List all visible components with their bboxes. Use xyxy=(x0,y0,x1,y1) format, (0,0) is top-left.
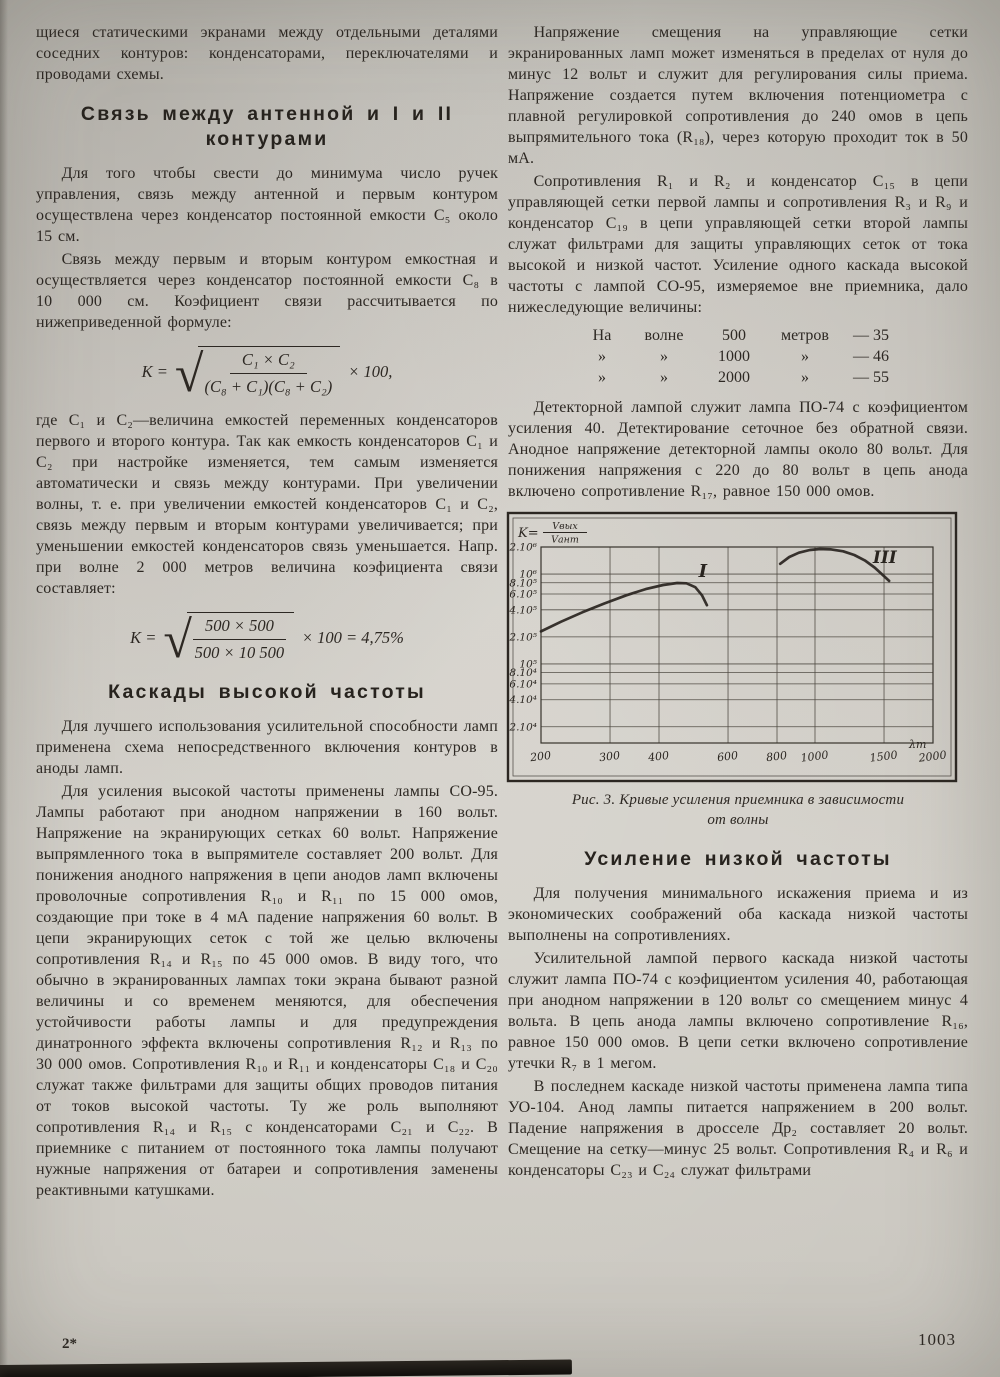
svg-text:4.10⁵: 4.10⁵ xyxy=(509,604,537,617)
caption-line: от волны xyxy=(707,812,769,828)
formula-radicand xyxy=(187,612,294,663)
paragraph: Напряжение смещения на управляющие сетки экранированных ламп может изменяться в пределах от нуля до минус 12 вольт и служит для регулирования силы приема. Напряжение создается путем включения потенциометра с плавной регулировкой сопротивления до 240 омов в цепь выпрямительного тока (R₁₈), через которую проходит ток в 50 мА. xyxy=(508,24,968,167)
paragraph: Для того чтобы свести до минимума число ручек управления, связь между антенной и первым контуром осуществлена через конденсатор постоянной емкости C₅ около 15 см. xyxy=(36,165,498,245)
svg-text:6.10⁴: 6.10⁴ xyxy=(509,678,537,691)
caption-line: Рис. 3. Кривые усиления приемника в зависимости xyxy=(571,792,905,808)
formula-lhs: K = xyxy=(130,627,157,647)
paragraph-continuation: щиеся статическими экранами между отдельными деталями соседних контуров: конденсаторами, переключателями и проводами схемы. xyxy=(36,24,498,83)
paragraph: Для усиления высокой частоты применены лампы CO-95. Лампы работают при анодном напряжении в 160 вольт. Напряжение на экранирующих сетках 60 вольт. Напряжение выпрямленного тока в выпрямителе составляет 200 вольт. Для понижения анодного напряжения в цепи анодов ламп включены проволочные сопротивления R₁₀ и R₁₁ по 15 000 омов, создающие при токе в 4 мА падение напряжения 60 вольт. В цепи экранирующих сеток с той же целью включены сопротивления R₁₄ и R₁₅ по 45 000 омов. В виду того, что обычно в экранированных лампах токи экрана бывают разной величины и со временем меняются, для обеспечения устойчивости работы лампы и для предупреждения динатронного эффекта включены сопротивления R₁₂ и R₁₃ по 30 000 омов. Сопротивления R₁₀ и R₁₁ и конденсаторы C₁₈ и C₂₀ служат также фильтрами для защиты общих проводов питания от токов высокой частоты. Ту же роль выполняют сопротивления R₁₄ и R₁₅ с конденсаторами C₂₁ и C₂₂. В приемнике с питанием от постоянного тока лампы получают нужные напряжения от батареи и сопротивления заменены реактивными катушками. xyxy=(36,783,498,1199)
svg-text:10⁶: 10⁶ xyxy=(519,568,537,581)
heading-line: Каскады высокой частоты xyxy=(108,681,426,703)
gain-curves-chart xyxy=(506,511,958,783)
svg-text:2000: 2000 xyxy=(917,748,948,765)
svg-text:2.10⁶: 2.10⁶ xyxy=(509,541,537,554)
section-heading-antenna-coupling xyxy=(36,102,498,152)
paragraph: В последнем каскаде низкой частоты применена лампа типа УО-104. Анод лампы питается напряжением в 200 вольт. Падение напряжения в дросселе Др₂ составляет 20 вольт. Смещение на сетку—минус 25 вольт. Сопротивления R₄ и R₆ и конденсаторы C₂₃ и C₂₄ служат фильтрами xyxy=(508,1078,968,1179)
heading-line: Связь между антенной и I и II xyxy=(80,103,454,125)
paragraph: Усилительной лампой первого каскада низкой частоты служит лампа ПО-74 с коэфициентом усиления 40, работающая при анодном напряжении в 120 вольт со смещением минус 4 вольта. В цепь анода лампы включено сопротивление R₁₆, равное 150 000 омов. В цепи сетки включено сопротивление утечки R₇ в 1 мегом. xyxy=(508,950,968,1072)
svg-text:III: III xyxy=(872,547,897,568)
coupling-example-formula: K = √ $\frac{500 \times 500}{500 \times 10 500}$ × 100 = 4,75% xyxy=(130,611,404,669)
formula-suffix: × 100, xyxy=(348,361,393,381)
svg-text:1000: 1000 xyxy=(799,748,830,765)
paragraph: Детекторной лампой служит лампа ПО-74 с коэфициентом усиления 40. Детектирование сеточное без обратной связи. Анодное напряжение детекторной лампы около 80 вольт. Для понижения напряжения с 220 до 80 вольт в цепь анода включено сопротивление R₁₇, равное 150 000 омов. xyxy=(508,399,968,500)
svg-text:400: 400 xyxy=(647,748,670,765)
formula-denominator: 500 × 10 500 xyxy=(194,643,285,662)
svg-text:1500: 1500 xyxy=(868,748,899,765)
svg-text:K=: K= xyxy=(518,526,539,541)
svg-text:2.10⁴: 2.10⁴ xyxy=(509,721,537,734)
formula-suffix: × 100 = 4,75% xyxy=(301,627,404,647)
svg-text:800: 800 xyxy=(765,748,788,765)
figure-chart xyxy=(506,511,958,783)
svg-text:600: 600 xyxy=(716,748,739,765)
svg-text:200: 200 xyxy=(529,748,552,765)
right-column xyxy=(508,22,968,1183)
page-number: 1003 xyxy=(918,1330,956,1349)
svg-text:6.10⁵: 6.10⁵ xyxy=(509,588,537,601)
svg-text:I: I xyxy=(698,560,708,582)
gain-table: На волне 500 метров — 35 » » 1000 » — 46 » » 2000 » — 55 xyxy=(592,327,889,386)
formula-denominator: (C₈ + C₁)(C₈ + C₂) xyxy=(204,377,333,396)
svg-text:Vвых: Vвых xyxy=(552,521,578,532)
paragraph: где C₁ и C₂—величина емкостей переменных конденсаторов первого и второго контура. Так как емкость конденсаторов C₁ и C₂ при настройке изменяется, тем самым изменяется автоматически и связь между контурами. При увеличении волны, т. е. при увеличении емкостей конденсаторов C₁ и C₂, связь между первым и вторым контурами увеличивается; при уменьшении емкостей конденсаторов связь уменьшается. Напр. при волне 2 000 метров величина коэфициента связи составляет: xyxy=(36,412,498,597)
heading-line: Усиление низкой частоты xyxy=(584,848,892,870)
svg-text:λm: λm xyxy=(909,738,927,751)
svg-text:10⁵: 10⁵ xyxy=(519,658,537,671)
paragraph: Для лучшего использования усилительной способности ламп применена схема непосредственного включения контуров в аноды ламп. xyxy=(36,718,498,777)
section-heading-hf-stages xyxy=(36,680,498,705)
svg-text:8.10⁵: 8.10⁵ xyxy=(509,577,537,590)
paragraph: Связь между первым и вторым контуром емкостная и осуществляется через конденсатор постоянной емкости C₈ в 10 000 см. Коэфициент связи рассчитывается по нижеприведенной формуле: xyxy=(36,251,498,331)
paragraph: Сопротивления R₁ и R₂ и конденсатор C₁₅ в цепи управляющей сетки первой лампы и сопротивления R₃ и R₉ и конденсатор C₁₉ в цепи управляющей сетки второй лампы служат фильтрами для защиты управляющих сеток от тока высокой и низкой частот. Усиление одного каскада высокой частоты с лампой CO-95, измеряемое вне приемника, дало нижеследующие величины: xyxy=(508,173,968,316)
formula-numerator: 500 × 500 xyxy=(193,616,286,640)
svg-text:4.10⁴: 4.10⁴ xyxy=(509,694,537,707)
figure-caption xyxy=(508,790,968,830)
scan-edge-shadow xyxy=(0,1359,572,1377)
svg-text:8.10⁴: 8.10⁴ xyxy=(509,667,537,680)
formula-lhs: K = xyxy=(141,361,168,381)
left-column xyxy=(36,22,498,1203)
coupling-coefficient-formula: K = √ $\frac{\text{C₁ × C₂}}{\text{(C₈ + C₁)(C₈ + C₂)}}$ × 100, xyxy=(141,345,393,403)
svg-text:Vант: Vант xyxy=(551,534,579,546)
formula-radicand xyxy=(198,346,340,397)
heading-line: контурами xyxy=(205,128,329,150)
svg-text:300: 300 xyxy=(598,748,621,765)
svg-text:2.10⁵: 2.10⁵ xyxy=(509,631,537,644)
section-heading-lf-amplification xyxy=(508,847,968,872)
formula-numerator: C₁ × C₂ xyxy=(230,350,307,374)
signature-mark: 2* xyxy=(62,1336,77,1352)
paragraph: Для получения минимального искажения приема и из экономических соображений оба каскада низкой частоты выполнены на сопротивлениях. xyxy=(508,885,968,944)
